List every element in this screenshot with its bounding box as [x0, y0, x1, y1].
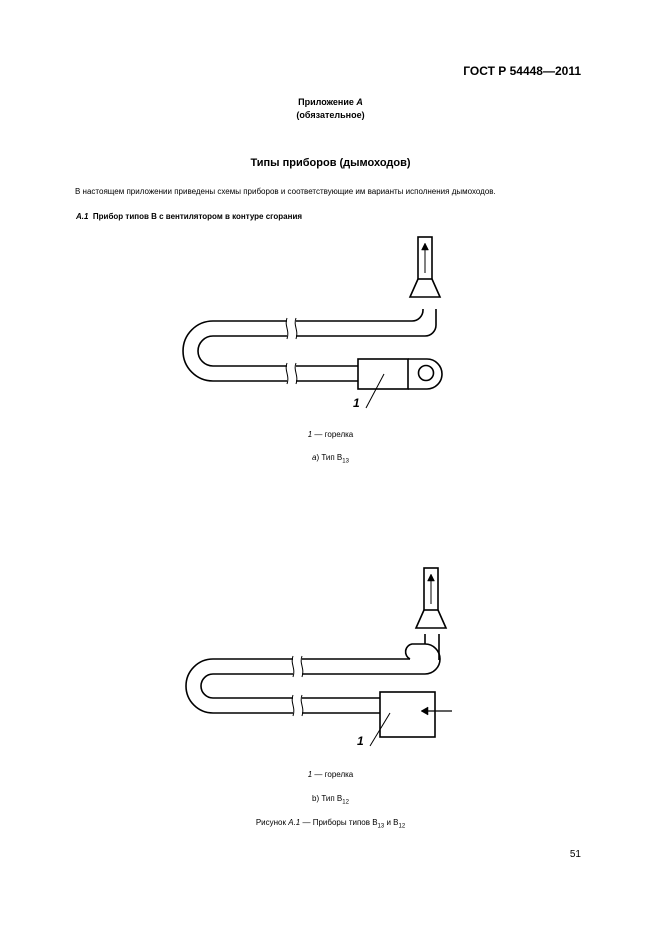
caption-letter-a: а	[312, 453, 317, 462]
part-label-b: 1	[357, 734, 364, 748]
page-number: 51	[569, 849, 581, 860]
draft-hood-b	[416, 610, 446, 628]
caption-text-a: ) Тип В	[316, 453, 343, 462]
leader-line-a	[366, 374, 384, 408]
appendix-status: (обязательное)	[296, 110, 365, 120]
figure-mid: и В	[384, 818, 399, 827]
flow-arrow-head-a	[422, 243, 429, 250]
caption-sub-a: 13	[342, 458, 349, 465]
inner-pipe-upper-right-a	[296, 309, 436, 336]
appendix-prefix: Приложение	[298, 97, 357, 107]
standard-designation: ГОСТ Р 54448—2011	[463, 64, 581, 78]
subsection-number: А.1	[76, 212, 89, 221]
section-title: Типы приборов (дымоходов)	[250, 157, 411, 169]
draft-hood-a	[410, 279, 440, 297]
part-label-a: 1	[353, 396, 360, 410]
inlet-arrow-head-b	[421, 707, 428, 715]
caption-b	[0, 794, 661, 806]
caption-sub-b: 12	[342, 799, 349, 806]
legend-b	[0, 770, 661, 779]
flow-arrow-head-b	[428, 574, 435, 581]
legend-a	[0, 430, 661, 439]
elbow-b	[406, 644, 440, 674]
fan-housing-a	[408, 359, 442, 389]
figure-prefix: Рисунок	[255, 818, 289, 827]
inner-u-pipe-left-b	[201, 674, 293, 698]
caption-letter-b: b	[312, 794, 317, 803]
caption-text-b: ) Тип В	[316, 794, 343, 803]
figure-sub1: 13	[377, 823, 385, 830]
legend-text-b: — горелка	[312, 770, 354, 779]
appliance-box-a	[358, 359, 408, 389]
caption-a	[0, 453, 661, 465]
diagram-a	[183, 237, 442, 408]
intro-paragraph: В настоящем приложении приведены схемы приборов и соответствующие им варианты исполнения дымоходов.	[75, 187, 496, 196]
outer-pipe-upper-right-a	[296, 309, 423, 321]
inner-u-pipe-left-a	[198, 336, 287, 366]
legend-num-a: 1	[307, 430, 313, 439]
figure-caption	[0, 818, 661, 830]
fan-circle-a	[419, 366, 434, 381]
legend-num-b: 1	[307, 770, 313, 779]
legend-text-a: — горелка	[312, 430, 354, 439]
diagram-b	[186, 568, 452, 746]
figure-number: А.1	[288, 818, 301, 827]
appendix-letter: А	[356, 97, 363, 107]
figure-sub2: 12	[398, 823, 406, 830]
subsection-title: Прибор типов В с вентилятором в контуре сгорания	[92, 212, 303, 221]
figure-text: — Приборы типов В	[300, 818, 378, 827]
outer-u-pipe-left-b	[186, 659, 293, 713]
